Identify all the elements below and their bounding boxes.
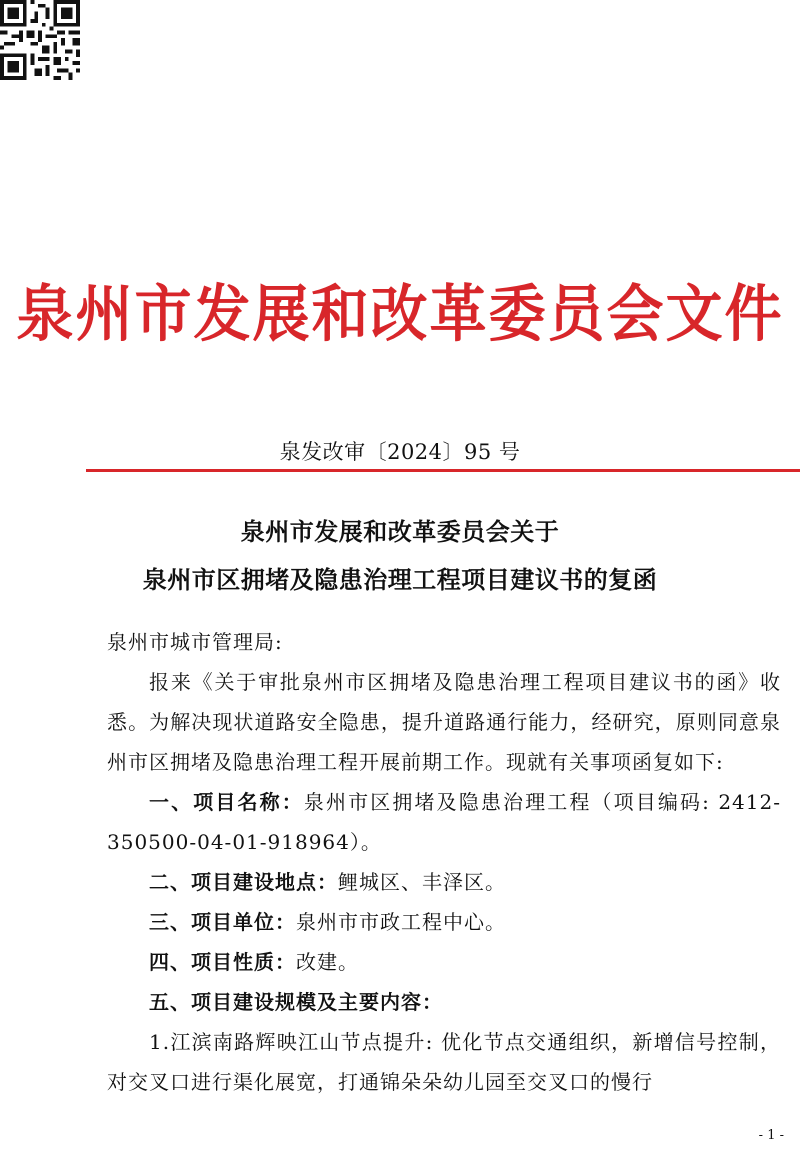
item-text: 泉州市市政工程中心。: [296, 910, 506, 934]
document-header-title: 泉州市发展和改革委员会文件: [16, 277, 784, 351]
item-project-location: [107, 862, 781, 902]
document-title-line-2: 泉州市区拥堵及隐患治理工程项目建议书的复函: [142, 565, 658, 594]
item-label: 三、项目单位：: [149, 910, 296, 934]
item-text: 泉州市区拥堵及隐患治理工程（项目编码: 2412-350500-04-01-918964）。: [107, 790, 781, 854]
item-project-nature: [107, 942, 781, 982]
item-text: 改建。: [296, 950, 359, 974]
point-1-paragraph: 1.江滨南路辉映江山节点提升: 优化节点交通组织，新增信号控制，对交叉口进行渠化展宽，打通锦朵朵幼儿园至交叉口的慢行: [107, 1030, 781, 1094]
document-title-line-1: 泉州市发展和改革委员会关于: [240, 517, 560, 546]
item-project-scope: [107, 982, 781, 1022]
document-number: 泉发改审〔2024〕95 号: [279, 440, 521, 464]
item-project-unit: [107, 902, 781, 942]
item-label: 一、项目名称：: [149, 790, 304, 814]
item-label: 四、项目性质：: [149, 950, 296, 974]
intro-paragraph: 报来《关于审批泉州市区拥堵及隐患治理工程项目建议书的函》收悉。为解决现状道路安全隐患，提升道路通行能力，经研究，原则同意泉州市区拥堵及隐患治理工程开展前期工作。现就有关事项函复如下:: [107, 670, 781, 774]
item-label: 五、项目建设规模及主要内容：: [149, 990, 443, 1014]
header-divider: [86, 469, 800, 472]
document-body: [107, 622, 781, 1102]
item-label: 二、项目建设地点：: [149, 870, 338, 894]
page-number: - 1 -: [758, 1128, 784, 1143]
item-text: 鲤城区、丰泽区。: [338, 870, 506, 894]
qr-code-icon: [0, 0, 80, 80]
salutation: 泉州市城市管理局:: [107, 630, 283, 654]
item-project-name: [107, 782, 781, 862]
